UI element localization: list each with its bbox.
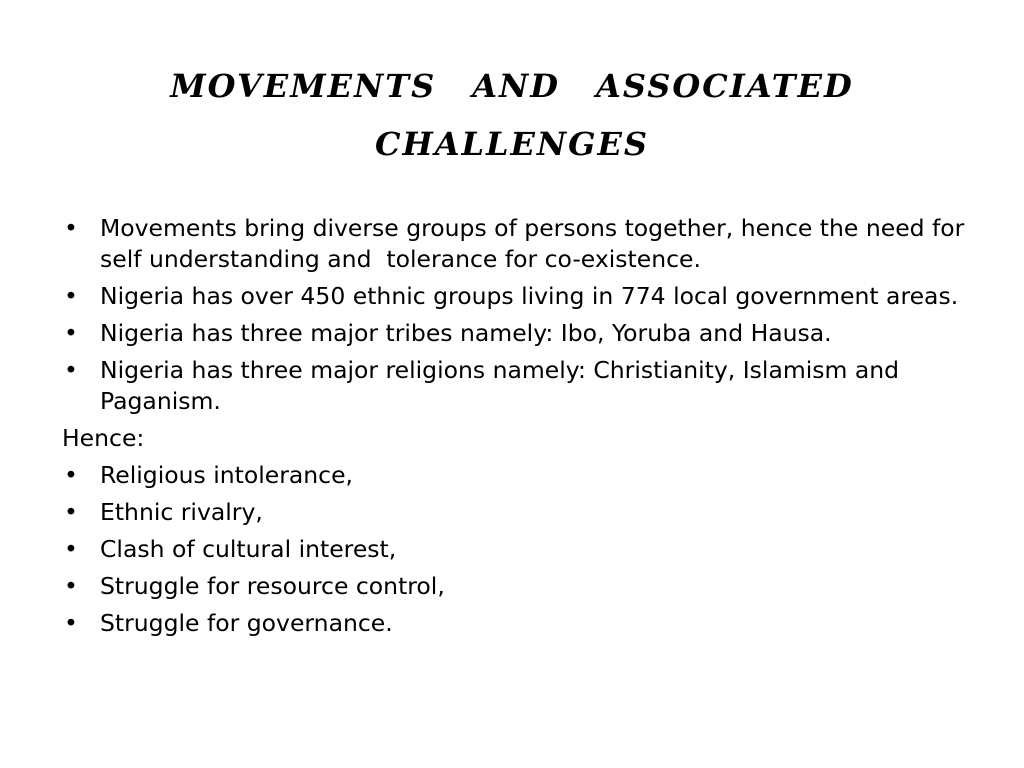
- slide-content: [62, 213, 982, 645]
- bullet-icon: •: [64, 461, 78, 489]
- bullet-item: [62, 534, 982, 565]
- bullet-text: Nigeria has over 450 ethnic groups living in 774 local government areas.: [100, 282, 959, 310]
- bullet-text: Religious intolerance,: [100, 461, 354, 489]
- bullet-text: Struggle for resource control,: [100, 572, 445, 600]
- bullet-item: [62, 355, 982, 417]
- bullet-item: [62, 608, 982, 639]
- bullet-text: Nigeria has three major religions namely: Christianity, Islamism and Paganism.: [100, 356, 900, 415]
- bullet-icon: •: [64, 319, 78, 347]
- bullet-icon: •: [64, 282, 78, 310]
- bullet-icon: •: [64, 609, 78, 637]
- bullet-item: [62, 497, 982, 528]
- bullet-list-bottom: [62, 460, 982, 639]
- bullet-text: Nigeria has three major tribes namely: Ibo, Yoruba and Hausa.: [100, 319, 832, 347]
- bullet-icon: •: [64, 214, 78, 242]
- title-line-1: movements and associated: [170, 54, 854, 108]
- bullet-icon: •: [64, 535, 78, 563]
- bullet-item: [62, 281, 982, 312]
- bullet-text: Clash of cultural interest,: [100, 535, 397, 563]
- title-line-2: challenges: [375, 112, 649, 166]
- hence-label: Hence:: [62, 424, 145, 452]
- bullet-text: Movements bring diverse groups of persons together, hence the need for self understanding and tolerance for co-existence.: [100, 214, 972, 273]
- bullet-item: [62, 318, 982, 349]
- bullet-list-top: [62, 213, 982, 417]
- bullet-text: Struggle for governance.: [100, 609, 393, 637]
- slide-title: [60, 52, 964, 168]
- bullet-item: [62, 460, 982, 491]
- bullet-icon: •: [64, 356, 78, 384]
- bullet-icon: •: [64, 572, 78, 600]
- bullet-text: Ethnic rivalry,: [100, 498, 263, 526]
- bullet-item: [62, 213, 982, 275]
- bullet-icon: •: [64, 498, 78, 526]
- bullet-item: [62, 571, 982, 602]
